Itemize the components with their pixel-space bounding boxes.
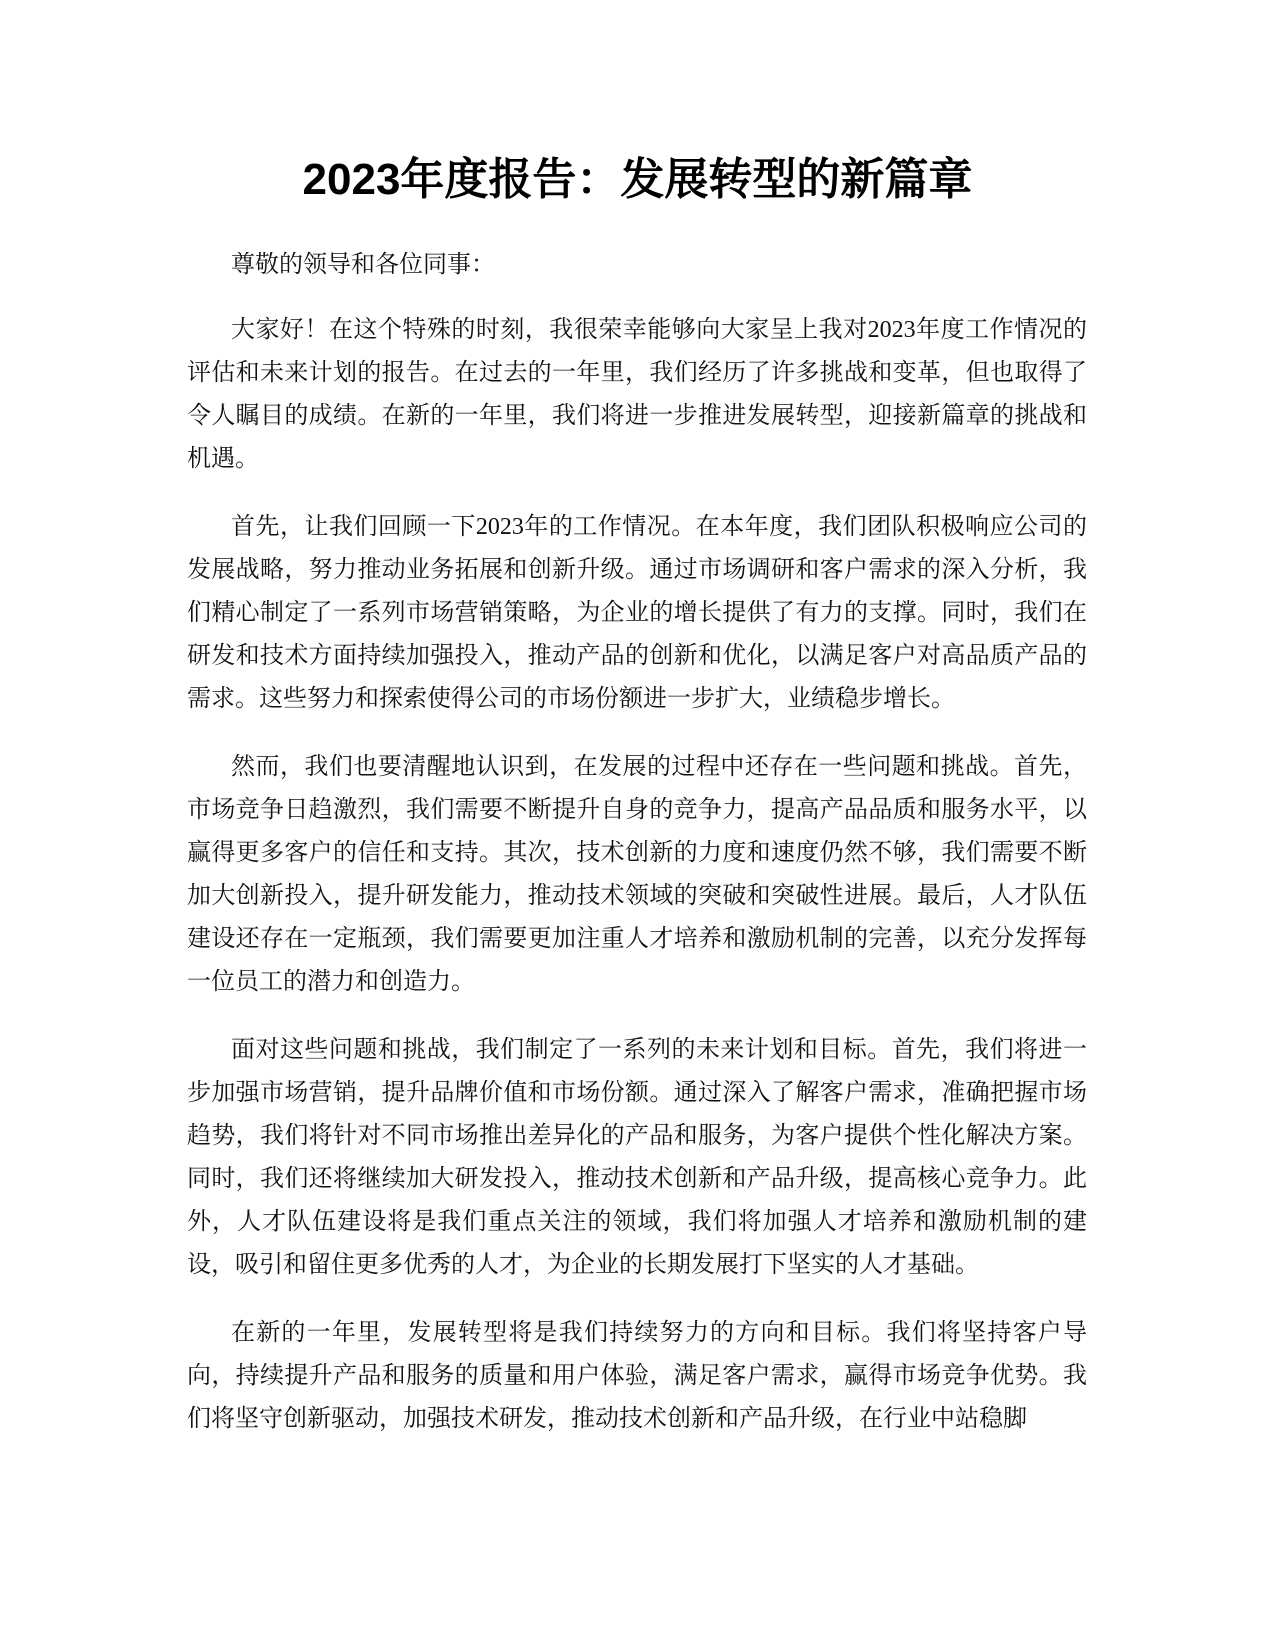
paragraph-review: 首先，让我们回顾一下2023年的工作情况。在本年度，我们团队积极响应公司的发展战略，努力推动业务拓展和创新升级。通过市场调研和客户需求的深入分析，我们精心制定了一系列市场营销策略，为企业的增长提供了有力的支撑。同时，我们在研发和技术方面持续加强投入，推动产品的创新和优化，以满足客户对高品质产品的需求。这些努力和探索使得公司的市场份额进一步扩大，业绩稳步增长。 xyxy=(187,514,1087,712)
paragraph-challenges: 然而，我们也要清醒地认识到，在发展的过程中还存在一些问题和挑战。首先，市场竞争日趋激烈，我们需要不断提升自身的竞争力，提高产品品质和服务水平，以赢得更多客户的信任和支持。其次，技术创新的力度和速度仍然不够，我们需要不断加大创新投入，提升研发能力，推动技术领域的突破和突破性进展。最后，人才队伍建设还存在一定瓶颈，我们需要更加注重人才培养和激励机制的完善，以充分发挥每一位员工的潜力和创造力。 xyxy=(187,754,1087,995)
paragraph-plans: 面对这些问题和挑战，我们制定了一系列的未来计划和目标。首先，我们将进一步加强市场营销，提升品牌价值和市场份额。通过深入了解客户需求，准确把握市场趋势，我们将针对不同市场推出差异化的产品和服务，为客户提供个性化解决方案。同时，我们还将继续加大研发投入，推动技术创新和产品升级，提高核心竞争力。此外，人才队伍建设将是我们重点关注的领域，我们将加强人才培养和激励机制的建设，吸引和留住更多优秀的人才，为企业的长期发展打下坚实的人才基础。 xyxy=(187,1037,1087,1278)
document-body xyxy=(187,244,1087,1466)
page-title: 2023年度报告：发展转型的新篇章 xyxy=(302,155,973,204)
paragraph-transformation: 在新的一年里，发展转型将是我们持续努力的方向和目标。我们将坚持客户导向，持续提升产品和服务的质量和用户体验，满足客户需求，赢得市场竞争优势。我们将坚守创新驱动，加强技术研发，推动技术创新和产品升级，在行业中站稳脚 xyxy=(187,1320,1087,1432)
greeting-line: 尊敬的领导和各位同事： xyxy=(231,252,495,278)
paragraph-intro: 大家好！在这个特殊的时刻，我很荣幸能够向大家呈上我对2023年度工作情况的评估和未来计划的报告。在过去的一年里，我们经历了许多挑战和变革，但也取得了令人瞩目的成绩。在新的一年里，我们将进一步推进发展转型，迎接新篇章的挑战和机遇。 xyxy=(187,317,1087,472)
